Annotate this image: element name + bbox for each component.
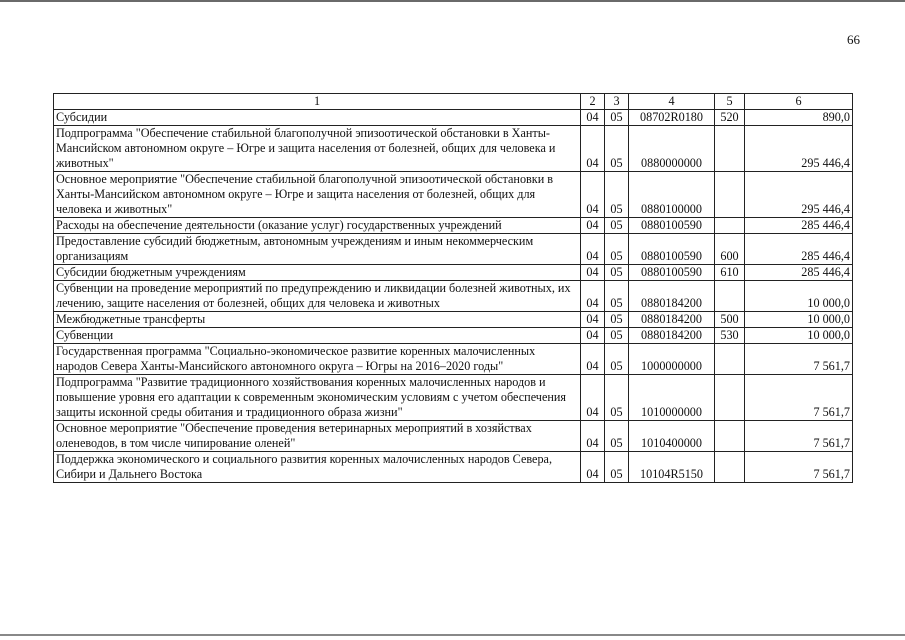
table-row (54, 234, 853, 265)
row-amount-cell: 7 561,7 (745, 452, 853, 483)
row-amount-cell: 7 561,7 (745, 421, 853, 452)
budget-table (53, 93, 853, 483)
row-name-cell: Поддержка экономического и социального развития коренных малочисленных народов Севера, Сибири и Дальнего Востока (54, 452, 581, 483)
row-section-cell: 04 (581, 375, 605, 421)
table-row (54, 218, 853, 234)
row-name-cell: Основное мероприятие "Обеспечение стабильной благополучной эпизоотической обстановки в Ханты-Мансийском автономном округе – Югре и защита населения от болезней, общих для человека и животных" (54, 172, 581, 218)
row-subsection-cell: 05 (605, 126, 629, 172)
row-amount-cell: 295 446,4 (745, 172, 853, 218)
table-row (54, 172, 853, 218)
row-section-cell: 04 (581, 312, 605, 328)
row-amount-cell: 890,0 (745, 110, 853, 126)
row-expense-type-cell (715, 344, 745, 375)
row-expense-type-cell: 520 (715, 110, 745, 126)
row-amount-cell: 285 446,4 (745, 234, 853, 265)
row-subsection-cell: 05 (605, 421, 629, 452)
row-section-cell: 04 (581, 452, 605, 483)
row-expense-type-cell (715, 126, 745, 172)
row-subsection-cell: 05 (605, 344, 629, 375)
table-row (54, 126, 853, 172)
row-amount-cell: 10 000,0 (745, 312, 853, 328)
row-name-cell: Субвенции (54, 328, 581, 344)
row-target-article-cell: 0880000000 (629, 126, 715, 172)
table-row (54, 452, 853, 483)
row-target-article-cell: 0880184200 (629, 312, 715, 328)
header-col-1: 1 (54, 94, 581, 110)
row-target-article-cell: 0880184200 (629, 328, 715, 344)
table-row (54, 265, 853, 281)
row-name-cell: Расходы на обеспечение деятельности (оказание услуг) государственных учреждений (54, 218, 581, 234)
row-section-cell: 04 (581, 172, 605, 218)
row-section-cell: 04 (581, 110, 605, 126)
row-section-cell: 04 (581, 344, 605, 375)
row-name-cell: Государственная программа "Социально-экономическое развитие коренных малочисленных народов Севера Ханты-Мансийского автономного округа – Югры на 2016–2020 годы" (54, 344, 581, 375)
row-section-cell: 04 (581, 281, 605, 312)
row-amount-cell: 285 446,4 (745, 218, 853, 234)
page-number: 66 (847, 32, 860, 47)
header-col-3: 3 (605, 94, 629, 110)
row-section-cell: 04 (581, 218, 605, 234)
row-expense-type-cell (715, 452, 745, 483)
row-expense-type-cell (715, 281, 745, 312)
table-row (54, 344, 853, 375)
row-amount-cell: 10 000,0 (745, 281, 853, 312)
row-subsection-cell: 05 (605, 265, 629, 281)
row-name-cell: Подпрограмма "Обеспечение стабильной благополучной эпизоотической обстановки в Ханты-Мансийском автономном округе – Югре и защита населения от болезней, общих для человека и животных" (54, 126, 581, 172)
table-row (54, 312, 853, 328)
table-row (54, 421, 853, 452)
row-target-article-cell: 0880100000 (629, 172, 715, 218)
row-name-cell: Субвенции на проведение мероприятий по предупреждению и ликвидации болезней животных, их лечению, защите населения от болезней, общих для человека и животных (54, 281, 581, 312)
row-section-cell: 04 (581, 265, 605, 281)
row-amount-cell: 7 561,7 (745, 344, 853, 375)
row-subsection-cell: 05 (605, 234, 629, 265)
row-expense-type-cell (715, 172, 745, 218)
row-expense-type-cell (715, 375, 745, 421)
row-section-cell: 04 (581, 126, 605, 172)
row-name-cell: Субсидии (54, 110, 581, 126)
row-name-cell: Подпрограмма "Развитие традиционного хозяйствования коренных малочисленных народов и повышение уровня его адаптации к современным экономическим условиям с учетом обеспечения защиты исконной среды обитания и традиционного образа жизни" (54, 375, 581, 421)
table-row (54, 110, 853, 126)
row-section-cell: 04 (581, 421, 605, 452)
row-target-article-cell: 1010000000 (629, 375, 715, 421)
header-col-5: 5 (715, 94, 745, 110)
row-expense-type-cell: 530 (715, 328, 745, 344)
row-name-cell: Межбюджетные трансферты (54, 312, 581, 328)
row-expense-type-cell: 500 (715, 312, 745, 328)
row-expense-type-cell: 610 (715, 265, 745, 281)
row-target-article-cell: 0880184200 (629, 281, 715, 312)
row-target-article-cell: 0880100590 (629, 234, 715, 265)
table-header-row (54, 94, 853, 110)
row-target-article-cell: 10104R5150 (629, 452, 715, 483)
row-target-article-cell: 0880100590 (629, 218, 715, 234)
scan-top-edge (0, 0, 905, 2)
row-section-cell: 04 (581, 328, 605, 344)
row-amount-cell: 295 446,4 (745, 126, 853, 172)
row-section-cell: 04 (581, 234, 605, 265)
table-row (54, 328, 853, 344)
table-row (54, 375, 853, 421)
header-col-4: 4 (629, 94, 715, 110)
row-amount-cell: 10 000,0 (745, 328, 853, 344)
row-name-cell: Основное мероприятие "Обеспечение проведения ветеринарных мероприятий в хозяйствах оленеводов, в том числе чипирование оленей" (54, 421, 581, 452)
row-expense-type-cell (715, 421, 745, 452)
header-col-6: 6 (745, 94, 853, 110)
row-subsection-cell: 05 (605, 312, 629, 328)
row-expense-type-cell (715, 218, 745, 234)
row-name-cell: Субсидии бюджетным учреждениям (54, 265, 581, 281)
row-subsection-cell: 05 (605, 218, 629, 234)
row-subsection-cell: 05 (605, 375, 629, 421)
row-target-article-cell: 1010400000 (629, 421, 715, 452)
row-expense-type-cell: 600 (715, 234, 745, 265)
row-name-cell: Предоставление субсидий бюджетным, автономным учреждениям и иным некоммерческим организациям (54, 234, 581, 265)
scan-bottom-edge (0, 634, 905, 636)
row-amount-cell: 7 561,7 (745, 375, 853, 421)
table-row (54, 281, 853, 312)
row-target-article-cell: 08702R0180 (629, 110, 715, 126)
row-target-article-cell: 0880100590 (629, 265, 715, 281)
row-target-article-cell: 1000000000 (629, 344, 715, 375)
row-subsection-cell: 05 (605, 110, 629, 126)
row-subsection-cell: 05 (605, 328, 629, 344)
row-subsection-cell: 05 (605, 281, 629, 312)
row-amount-cell: 285 446,4 (745, 265, 853, 281)
row-subsection-cell: 05 (605, 452, 629, 483)
row-subsection-cell: 05 (605, 172, 629, 218)
header-col-2: 2 (581, 94, 605, 110)
